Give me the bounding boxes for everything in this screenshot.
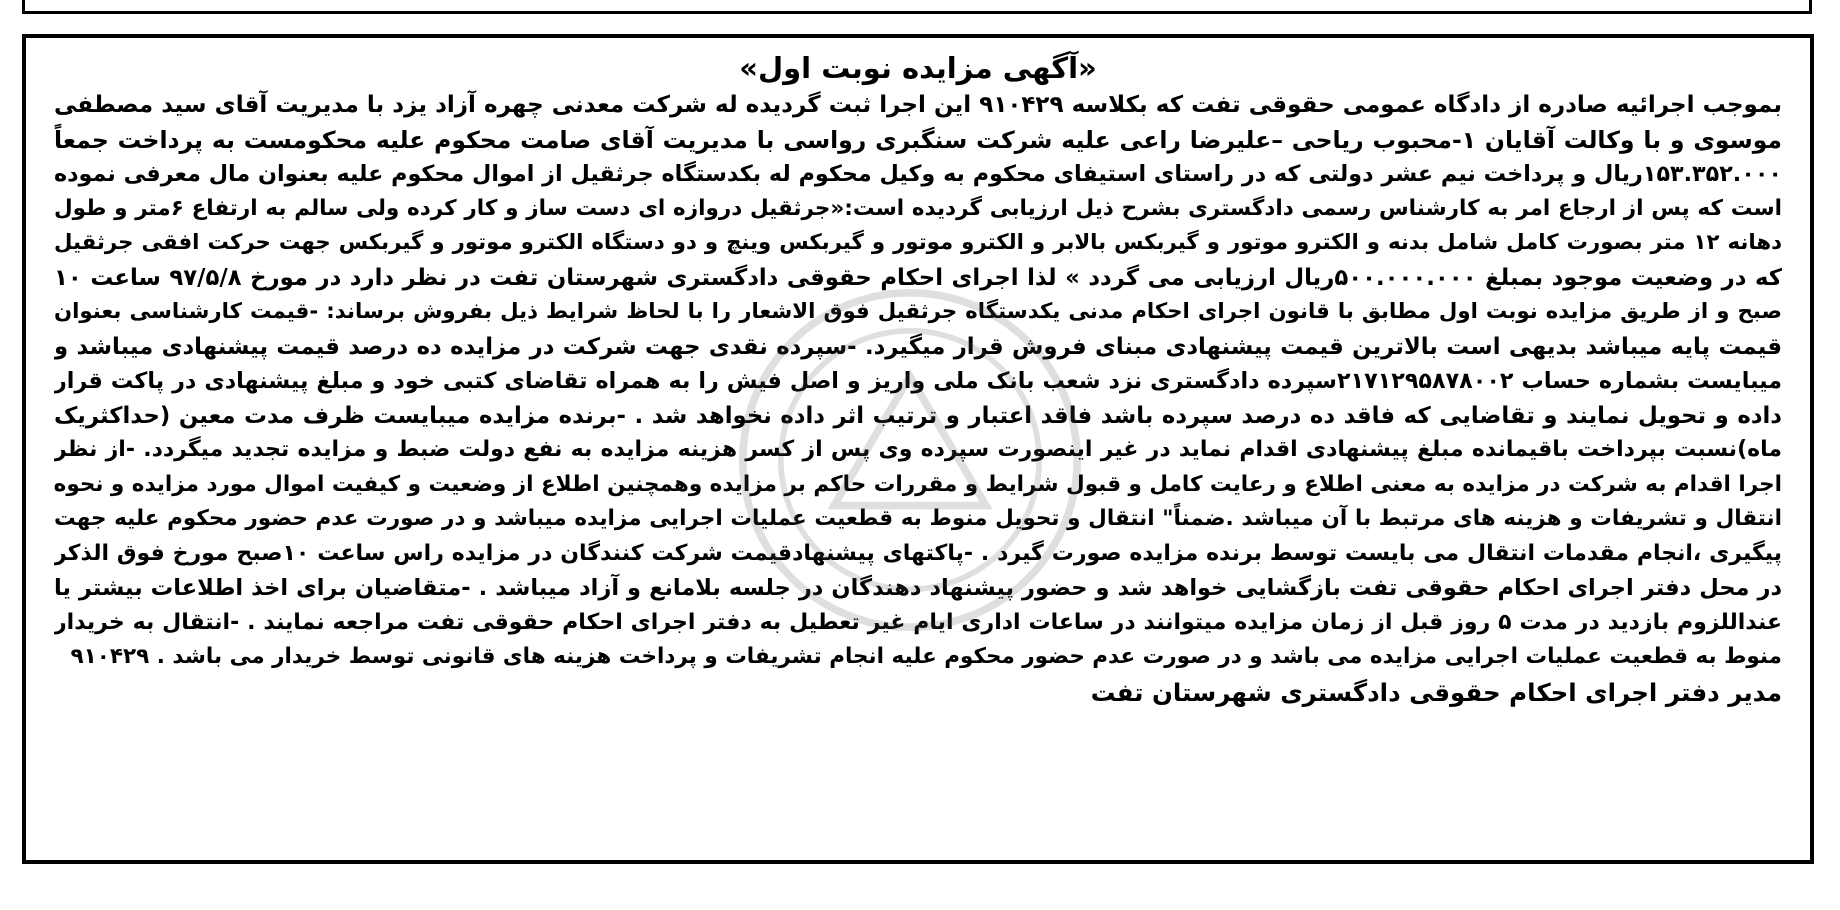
notice-line: قیمت پایه میباشد بدیهی است بالاترین قیمت پیشنهادی مبنای فروش قرار میگیرد. -سپرده نقدی جهت شرکت در مزایده ده درصد قیمت پیشنهادی میباشد و — [54, 333, 1782, 360]
previous-notice-border — [22, 0, 1812, 14]
notice-line: ماه)نسبت بپرداخت باقیمانده مبلغ پیشنهادی اقدام نماید در غیر اینصورت سپرده وی پس از کسر هزینه مزایده به نفع دولت ضبط و مزایده تجدید میگردد. -از نظر — [54, 437, 1782, 462]
notice-line: در محل دفتر اجرای احکام حقوقی تفت بازگشایی خواهد شد و حضور پیشنهاد دهندگان در جلسه بلامانع و آزاد میباشد . -متقاضیان برای اخذ اطلاعات بیشتر یا — [54, 575, 1782, 601]
notice-line: صبح و از طریق مزایده نوبت اول مطابق با قانون اجرای احکام مدنی یکدستگاه جرثقیل فوق الاشعار را با لحاظ شرایط ذیل بفروش برساند: -قیمت کارشناسی بعنوان — [54, 299, 1782, 324]
notice-line: دهانه ۱۲ متر بصورت کامل شامل بدنه و الکترو موتور و گیربکس بالابر و الکترو موتور و گیربکس وینچ و دو دستگاه الکترو موتور و گیربکس جهت حرکت افقی جرثقیل — [54, 230, 1782, 255]
notice-line: انتقال و تشریفات و هزینه های مرتبط با آن میباشد .ضمناً" انتقال و تحویل منوط به قطعیت عملیات اجرایی مزایده میباشد و در صورت عدم حضور محکوم علیه جهت — [54, 506, 1782, 531]
notice-line: داده و تحویل نمایند و تقاضایی که فاقد ده درصد سپرده باشد فاقد اعتبار و ترتیب اثر داده نخواهد شد . -برنده مزایده میبایست ظرف مدت معین (حداکثریک — [54, 402, 1782, 429]
notice-line: که در وضعیت موجود بمبلغ ۵۰۰.۰۰۰.۰۰۰ریال ارزیابی می گردد » لذا اجرای احکام حقوقی دادگستری شهرستان تفت در نظر دارد در مورخ ۹۷/۵/۸ ساعت ۱۰ — [54, 264, 1782, 291]
notice-title: «آگهی مزایده نوبت اول» — [739, 51, 1097, 85]
notice-line: اجرا اقدام به شرکت در مزایده به معنی اطلاع و رعایت کامل و قبول شرایط و مقررات حاکم بر مزایده وهمچنین اطلاع از وضعیت و کیفیت اموال مورد مزایده و نحوه — [54, 471, 1782, 497]
notice-line: منوط به قطعیت عملیات اجرایی مزایده می باشد و در صورت عدم حضور محکوم علیه انجام تشریفات و پرداخت هزینه های قانونی توسط خریدار می باشد . ۹۱۰۴۲۹ — [70, 644, 1782, 669]
notice-signature: مدیر دفتر اجرای احکام حقوقی دادگستری شهرستان تفت — [1090, 677, 1782, 707]
auction-notice — [22, 34, 1814, 864]
notice-line: بموجب اجرائیه صادره از دادگاه عمومی حقوقی تفت که بکلاسه ۹۱۰۴۲۹ این اجرا ثبت گردیده له شرکت معدنی چهره آزاد یزد با مدیریت آقای سید مصطفی — [54, 92, 1782, 118]
notice-body — [54, 88, 1782, 675]
notice-line: عنداللزوم بازدید در مدت ۵ روز قبل از زمان مزایده میتوانند در ساعات اداری ایام غیر تعطیل به دفتر اجرای احکام حقوقی تفت مراجعه نمایند . -انتقال به خریدار — [54, 609, 1782, 635]
notice-line: است که پس از ارجاع امر به کارشناس رسمی دادگستری بشرح ذیل ارزیابی گردیده است:«جرثقیل دروازه ای دست ساز و کار کرده ولی سالم به ارتفاع ۶متر و طول — [54, 195, 1782, 221]
notice-line: موسوی و با وکالت آقایان ۱-محبوب ریاحی –علیرضا راعی علیه شرکت سنگبری رواسی با مدیریت آقای صامت محکوم علیه محکومست به پرداخت جمعاً — [54, 125, 1782, 154]
notice-line: پیگیری ،انجام مقدمات انتقال می بایست توسط برنده مزایده صورت گیرد . -پاکتهای پیشنهادقیمت شرکت کنندگان در مزایده راس ساعت ۱۰صبح مورخ فوق الذکر — [54, 540, 1782, 566]
notice-line: ۱۵۳.۳۵۲.۰۰۰ریال و پرداخت نیم عشر دولتی که در راستای استیفای محکوم به وکیل محکوم له بکدستگاه جرثقیل از اموال محکوم علیه بعنوان مال معرفی نموده — [54, 161, 1782, 187]
notice-line: میبایست بشماره حساب ۲۱۷۱۲۹۵۸۷۸۰۰۲سپرده دادگستری نزد شعب بانک ملی واریز و اصل فیش را به همراه تقاضای کتبی خود و مبلغ پیشنهادی در پاکت قرار — [54, 368, 1782, 394]
